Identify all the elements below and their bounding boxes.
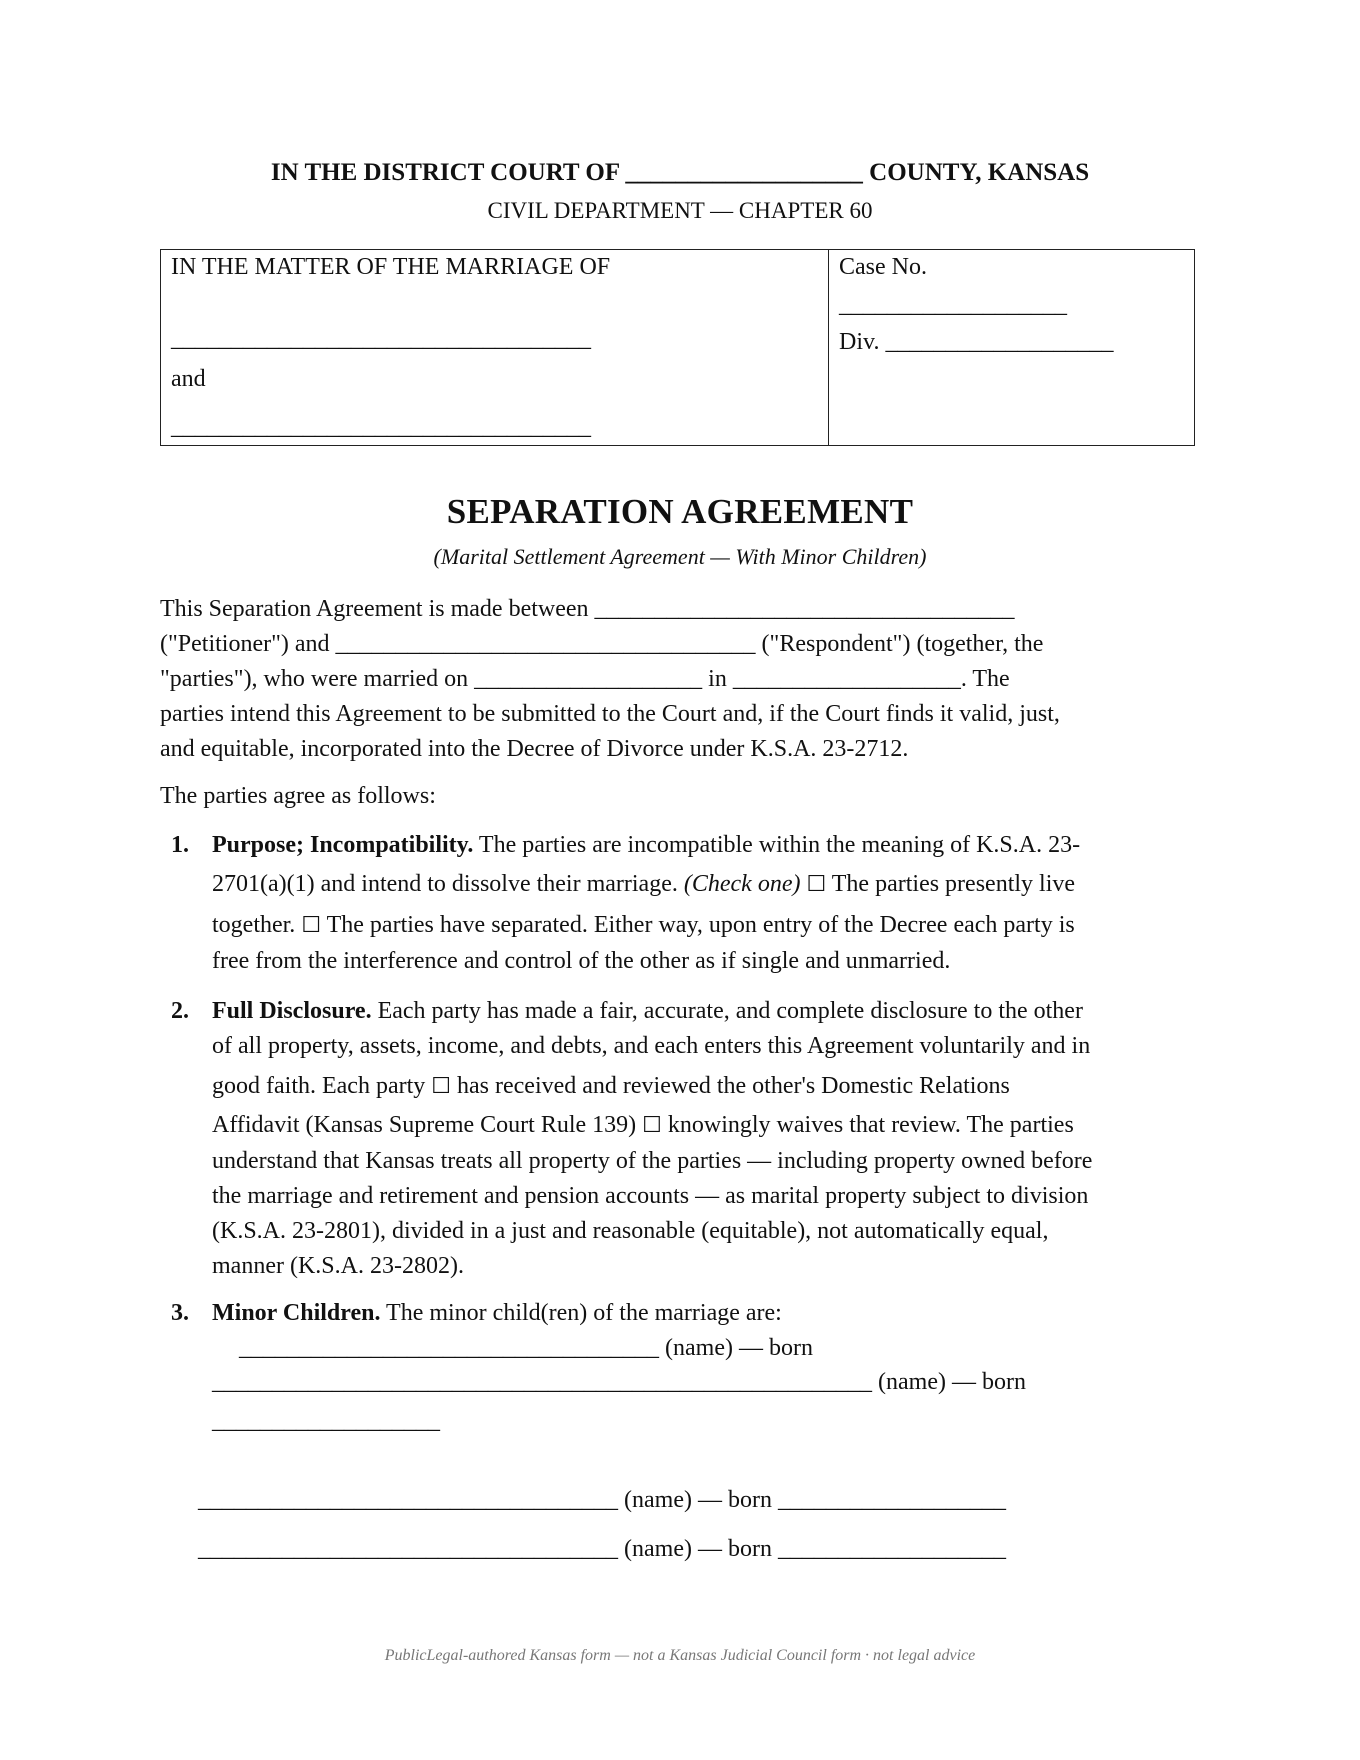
intro-line: ("Petitioner") and ___________________________________ ("Respondent") (together, the	[160, 631, 1044, 657]
party2-blank[interactable]: ___________________________________	[171, 414, 591, 440]
section-number: 3.	[171, 1300, 189, 1326]
section-text: knowingly waives that review. The parties	[661, 1112, 1074, 1138]
checkbox-live-together[interactable]: ☐	[806, 872, 827, 897]
party1-blank[interactable]: ___________________________________	[171, 326, 591, 352]
section3-line	[212, 1300, 782, 1327]
section-heading: Full Disclosure.	[212, 998, 372, 1024]
section-text: Each party has made a fair, accurate, and complete disclosure to the other	[371, 998, 1083, 1024]
intro-line: parties intend this Agreement to be submitted to the Court and, if the Court finds it valid, just,	[160, 701, 1060, 727]
section2-line: understand that Kansas treats all property of the parties — including property owned before	[212, 1148, 1093, 1174]
agree-as-follows: The parties agree as follows:	[160, 783, 436, 809]
child-entry[interactable]: ___________________________________ (name) — born ___________________	[198, 1487, 1006, 1513]
section2-line	[212, 998, 1083, 1025]
case-no-blank[interactable]: ___________________	[839, 292, 1067, 318]
section-number: 1.	[171, 832, 189, 858]
section-text: Affidavit (Kansas Supreme Court Rule 139)	[212, 1112, 643, 1138]
department-line: CIVIL DEPARTMENT — CHAPTER 60	[487, 198, 873, 223]
section2-line: of all property, assets, income, and debts, and each enters this Agreement voluntarily and in	[212, 1033, 1091, 1059]
section-text: together.	[212, 912, 302, 938]
section2-line: (K.S.A. 23-2801), divided in a just and reasonable (equitable), not automatically equal,	[212, 1218, 1049, 1244]
check-one-note: (Check one)	[683, 871, 801, 897]
section1-line	[212, 832, 1080, 859]
intro-line: "parties"), who were married on ___________________ in ___________________. The	[160, 666, 1010, 692]
section-text: The parties are incompatible within the meaning of K.S.A. 23-	[473, 832, 1081, 858]
document-title: SEPARATION AGREEMENT	[446, 492, 914, 531]
section2-line: the marriage and retirement and pension accounts — as marital property subject to division	[212, 1183, 1089, 1209]
checkbox-separated[interactable]: ☐	[301, 913, 322, 938]
case-no-label: Case No.	[839, 254, 927, 280]
section1-line	[212, 912, 1075, 939]
section2-line	[212, 1073, 1010, 1100]
intro-line: This Separation Agreement is made between ___________________________________	[160, 596, 1015, 622]
section-text: The parties presently live	[826, 871, 1076, 897]
court-title: IN THE DISTRICT COURT OF ___________________ COUNTY, KANSAS	[270, 159, 1090, 186]
case-caption-box	[160, 249, 1195, 446]
footer-disclaimer: PublicLegal-authored Kansas form — not a Kansas Judicial Council form · not legal advice	[384, 1647, 976, 1664]
child-entry[interactable]: _______________________________________________________ (name) — born	[212, 1369, 1026, 1395]
div-field[interactable]: Div. ___________________	[839, 329, 1114, 355]
document-subtitle: (Marital Settlement Agreement — With Minor Children)	[433, 544, 927, 569]
section2-line: manner (K.S.A. 23-2802).	[212, 1253, 464, 1279]
and-label: and	[171, 366, 206, 392]
checkbox-waives-review[interactable]: ☐	[642, 1113, 662, 1138]
section1-line: free from the interference and control of the other as if single and unmarried.	[212, 948, 951, 974]
section1-line	[212, 871, 1075, 898]
section-text: has received and reviewed the other's Domestic Relations	[451, 1073, 1010, 1099]
intro-line: and equitable, incorporated into the Decree of Divorce under K.S.A. 23-2712.	[160, 736, 909, 762]
child-entry[interactable]: ___________________________________ (name) — born ___________________	[198, 1536, 1006, 1562]
child-entry-birthdate[interactable]: ___________________	[212, 1408, 440, 1434]
section-text: 2701(a)(1) and intend to dissolve their marriage.	[212, 871, 684, 897]
caption-divider	[828, 250, 829, 445]
section-text: good faith. Each party	[212, 1073, 432, 1099]
section-number: 2.	[171, 998, 189, 1024]
section-text: The minor child(ren) of the marriage are:	[380, 1300, 782, 1326]
child-entry[interactable]: ___________________________________ (name) — born	[239, 1335, 813, 1361]
section-heading: Minor Children.	[212, 1300, 381, 1326]
section-heading: Purpose; Incompatibility.	[212, 832, 474, 858]
checkbox-received-reviewed[interactable]: ☐	[431, 1074, 451, 1099]
section-text: The parties have separated. Either way, upon entry of the Decree each party is	[321, 912, 1075, 938]
matter-of-label: IN THE MATTER OF THE MARRIAGE OF	[171, 254, 611, 280]
section2-line	[212, 1112, 1074, 1139]
